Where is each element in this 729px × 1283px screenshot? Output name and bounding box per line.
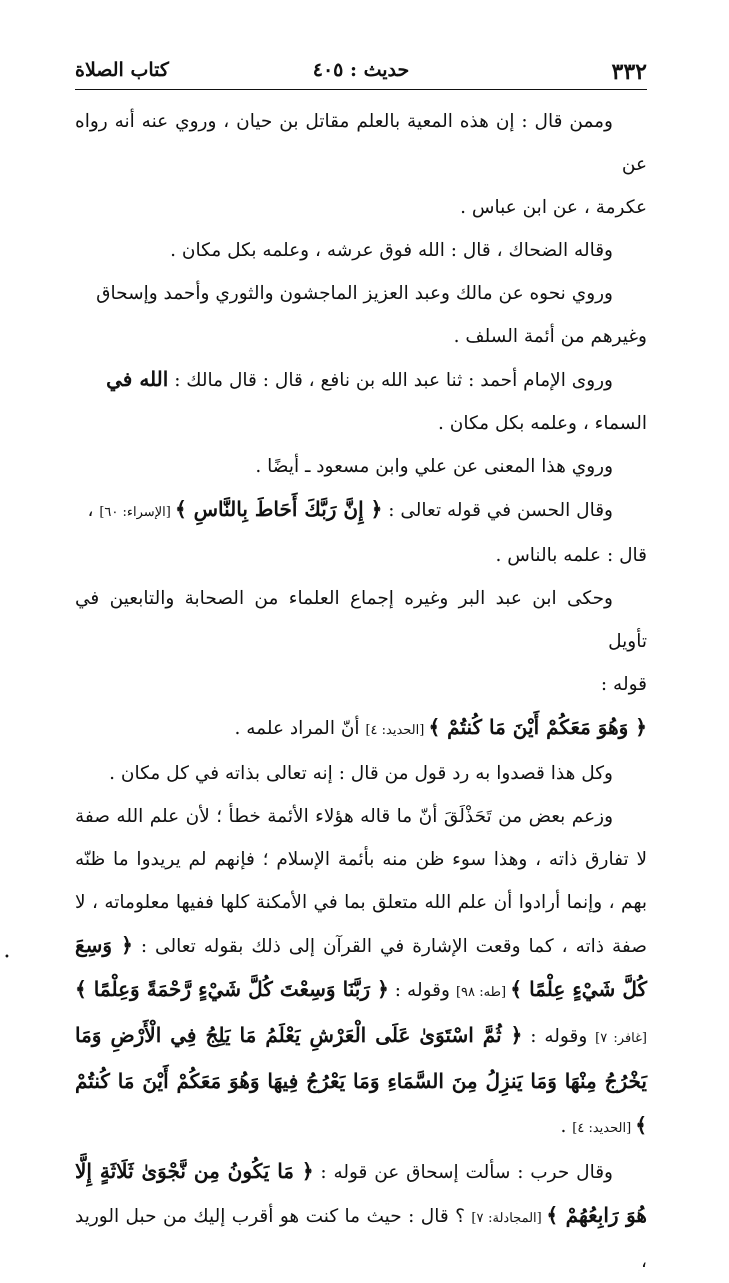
quran-verse: ﴿ رَبَّنَا وَسِعْتَ كُلَّ شَيْءٍ رَّحْمَةً وَعِلْمًا ﴾: [75, 977, 389, 1001]
paragraph-text: أنّ المراد علمه .: [234, 718, 366, 739]
paragraph-text: وروي نحوه عن مالك وعبد العزيز الماجشون والثوري وأحمد وإسحاق: [96, 283, 613, 304]
paragraph-text: السماء ، وعلمه بكل مكان .: [437, 413, 647, 434]
paragraph-text: ؟ قال : حيث ما كنت هو أقرب إليك من حبل الوريد ،: [75, 1206, 647, 1272]
paragraph: [75, 272, 647, 358]
hadith-number: حديث : ٤٠٥: [312, 59, 410, 81]
paragraph-text: وممن قال : إن هذه المعية بالعلم مقاتل بن حيان ، وروي عنه أنه رواه عن: [75, 111, 647, 175]
paragraph-text: وقوله :: [522, 1026, 596, 1047]
paragraph-text: وكل هذا قصدوا به رد قول من قال : إنه تعالى بذاته في كل مكان .: [109, 763, 613, 784]
quran-verse: الله في: [106, 367, 169, 391]
verse-reference: [الحديد: ٤]: [572, 1121, 636, 1136]
paragraph: [75, 229, 647, 272]
paragraph-text: وقاله الضحاك ، قال : الله فوق عرشه ، وعلمه بكل مكان .: [170, 240, 613, 261]
verse-reference: [الإسراء: ٦٠]: [99, 505, 175, 520]
paragraph-text: .: [560, 1116, 573, 1137]
verse-reference: [الحديد: ٤]: [365, 723, 429, 738]
quran-verse: ﴿ ثُمَّ اسْتَوَىٰ عَلَى الْعَرْشِ يَعْلَمُ مَا يَلِجُ فِي الْأَرْضِ وَمَا يَخْرُجُ مِنْهَا وَمَا يَنزِلُ مِنَ السَّمَاءِ وَمَا يَعْرُجُ فِيهَا وَهُوَ مَعَكُمْ أَيْنَ مَا كُنتُمْ ﴾: [75, 1023, 647, 1137]
paragraph-text: قال : علمه بالناس .: [495, 545, 647, 566]
verse-reference: [طه: ٩٨]: [455, 985, 511, 1000]
paragraph: [75, 577, 647, 752]
page-body: [75, 100, 647, 1283]
paragraph-text: وزعم بعض من تَحَذْلَقَ أنّ ما قاله هؤلاء الأئمة خطأ ؛ لأن علم الله صفة لا تفارق ذاته ، وهذا سوء ظن منه بأئمة الإسلام ؛ فإنهم لم يريدوا ما ظنّه بهم ، وإنما أرادوا أن علم الله متعلق بما في الأمكنة كلها ففيها معلوماته ، لا صفة ذاته ، كما وقعت الإشارة في القرآن إلى ذلك بقوله تعالى :: [75, 806, 647, 957]
paragraph: [75, 795, 647, 1150]
paragraph-text: ،: [87, 500, 100, 521]
page-header: [75, 55, 647, 89]
paragraph-text: وقال الحسن في قوله تعالى :: [382, 500, 613, 521]
paragraph: [75, 100, 647, 229]
margin-dot: •: [4, 952, 10, 963]
paragraph-text: عكرمة ، عن ابن عباس .: [460, 197, 647, 218]
paragraph-text: وقال حرب : سألت إسحاق عن قوله :: [313, 1162, 613, 1183]
paragraph-text: قوله :: [600, 674, 647, 695]
quran-verse: ﴿ وَهُوَ مَعَكُمْ أَيْنَ مَا كُنتُمْ ﴾: [428, 715, 647, 739]
paragraph-text: وقوله :: [388, 980, 456, 1001]
paragraph-text: وحكى ابن عبد البر وغيره إجماع العلماء من الصحابة والتابعين في تأويل: [75, 588, 647, 652]
header-rule: [75, 89, 647, 90]
quran-verse: ﴿ إِنَّ رَبَّكَ أَحَاطَ بِالنَّاسِ ﴾: [174, 497, 383, 521]
quran-verse: ﴿ وَسِعَ كُلَّ شَيْءٍ عِلْمًا ﴾: [75, 933, 647, 1001]
paragraph: [75, 445, 647, 488]
verse-reference: [المجادلة: ٧]: [471, 1211, 547, 1226]
paragraph-text: وغيرهم من أئمة السلف .: [453, 326, 647, 347]
paragraph: [75, 488, 647, 577]
paragraph: [75, 358, 647, 445]
verse-reference: [غافر: ٧]: [595, 1031, 647, 1046]
paragraph-text: وروي هذا المعنى عن علي وابن مسعود ـ أيضًا .: [255, 456, 613, 477]
page-number: ٣٣٢: [611, 59, 647, 85]
paragraph: [75, 1150, 647, 1283]
paragraph-text: وروى الإمام أحمد : ثنا عبد الله بن نافع ، قال : قال مالك :: [168, 370, 613, 391]
quran-verse: ﴿ مَا يَكُونُ مِن نَّجْوَىٰ ثَلَاثَةٍ إِلَّا هُوَ رَابِعُهُمْ ﴾: [75, 1159, 647, 1227]
paragraph: [75, 752, 647, 795]
book-title: كتاب الصلاة: [75, 59, 169, 81]
